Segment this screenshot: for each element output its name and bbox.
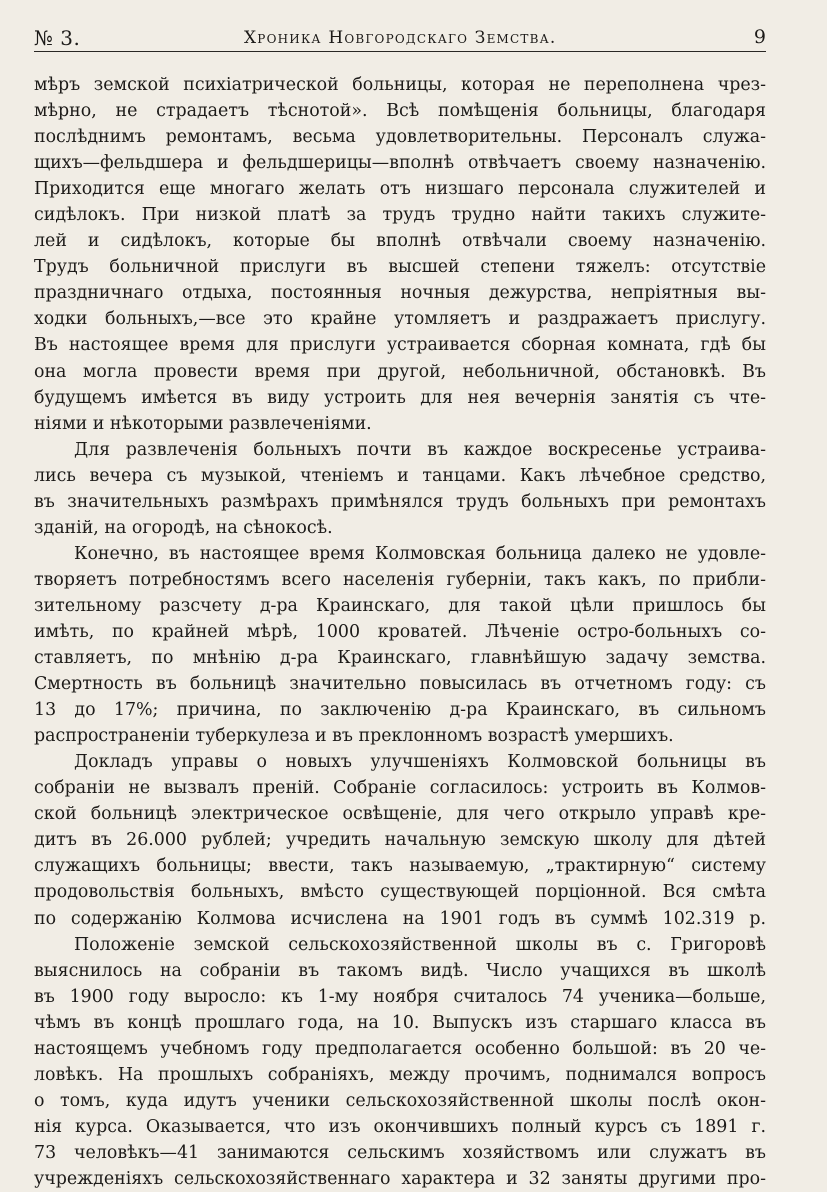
text-line: лей и сидѣлокъ, которые бы вполнѣ отвѣчали своему назначенію. <box>34 231 766 252</box>
text-line: собраніи не вызвалъ преній. Собраніе согласилось: устроить въ Колмов- <box>34 778 766 799</box>
text-line: дитъ въ 26.000 рублей; учредить начальную земскую школу для дѣтей <box>34 830 766 851</box>
text-line: ской больницѣ электрическое освѣщеніе, для чего открыло управѣ кре- <box>34 804 766 825</box>
text-line: имѣть, по крайней мѣрѣ, 1000 кроватей. Лѣченіе остро-больныхъ со- <box>34 621 766 642</box>
text-line: она могла провести время при другой, небольничной, обстановкѣ. Въ <box>34 361 766 382</box>
text-line: Приходится еще многаго желать отъ низшаго персонала служителей и <box>34 179 766 200</box>
text-line: по содержанію Колмова исчислена на 1901 годъ въ суммѣ 102.319 р. <box>34 908 766 929</box>
text-line: въ значительныхъ размѣрахъ примѣнялся трудъ больныхъ при ремонтахъ <box>34 491 766 512</box>
text-line: Смертность въ больницѣ значительно повысилась въ отчетномъ году: съ <box>34 674 766 695</box>
text-line: будущемъ имѣется въ виду устроить для нея вечернія занятія съ чте- <box>34 387 766 408</box>
text-line: въ 1900 году выросло: къ 1-му ноября считалось 74 ученика—больше, <box>34 986 766 1007</box>
text-line: зительному разсчету д-ра Краинскаго, для такой цѣли пришлось бы <box>34 595 766 616</box>
text-line: Докладъ управы о новыхъ улучшеніяхъ Колмовской больницы въ <box>74 752 766 773</box>
text-line: учрежденіяхъ сельскохозяйственнаго характера и 32 заняты другими про- <box>34 1168 766 1189</box>
text-line: Положеніе земской сельскохозяйственной школы въ с. Григоровѣ <box>74 934 766 955</box>
text-line: чѣмъ въ концѣ прошлаго года, на 10. Выпускъ изъ старшаго класса въ <box>34 1012 766 1033</box>
header-rule <box>34 51 766 52</box>
text-line: сидѣлокъ. При низкой платѣ за трудъ трудно найти такихъ служите- <box>34 205 766 226</box>
text-line: мѣрно, не страдаетъ тѣснотой». Всѣ помѣщенія больницы, благодаря <box>34 101 766 122</box>
journal-title: Хроника Новгородскаго Земства. <box>244 28 557 48</box>
text-line: послѣднимъ ремонтамъ, весьма удовлетворительны. Персоналъ служа- <box>34 127 766 148</box>
text-line: выяснилось на собраніи въ такомъ видѣ. Число учащихся въ школѣ <box>34 960 766 981</box>
text-line: творяетъ потребностямъ всего населенія губерніи, такъ какъ, по прибли- <box>34 569 766 590</box>
text-line: нія курса. Оказывается, что изъ окончившихъ полный курсъ съ 1891 г. <box>34 1116 766 1137</box>
text-line: настоящемъ учебномъ году предполагается особенно большой: въ 20 че- <box>34 1038 766 1059</box>
page-number: 9 <box>753 26 766 48</box>
text-line: распространеніи туберкулеза и въ преклонномъ возрастѣ умершихъ. <box>34 726 674 747</box>
text-line: праздничнаго отдыха, постоянныя ночныя дежурства, непріятныя вы- <box>34 283 766 304</box>
text-line: ставляетъ, по мнѣнію д-ра Краинскаго, главнѣйшую задачу земства. <box>34 648 766 669</box>
text-line: ніями и нѣкоторыми развлеченіями. <box>34 413 372 434</box>
text-line: 73 человѣкъ—41 занимаются сельскимъ хозяйствомъ или служатъ въ <box>34 1142 766 1163</box>
text-line: мѣръ земской психіатрической больницы, которая не переполнена чрез- <box>34 75 766 95</box>
text-line: лись вечера съ музыкой, чтеніемъ и танцами. Какъ лѣчебное средство, <box>34 465 766 486</box>
text-line: Трудъ больничной прислуги въ высшей степени тяжелъ: отсутствіе <box>34 257 766 278</box>
text-line: ходки больныхъ,—все это крайне утомляетъ и раздражаетъ прислугу. <box>34 309 766 330</box>
text-line: зданій, на огородѣ, на сѣнокосѣ. <box>34 517 333 538</box>
text-line: щихъ—фельдшера и фельдшерицы—вполнѣ отвѣчаетъ своему назначенію. <box>34 153 766 174</box>
text-line: Для развлеченія больныхъ почти въ каждое воскресенье устраива- <box>74 439 766 460</box>
text-line: ловѣкъ. На прошлыхъ собраніяхъ, между прочимъ, поднимался вопросъ <box>34 1064 766 1085</box>
text-line: продовольствія больныхъ, вмѣсто существующей порціонной. Вся смѣта <box>34 882 766 903</box>
text-line: служащихъ больницы; ввести, такъ называемую, „трактирную“ систему <box>34 856 766 877</box>
body-text <box>34 72 766 1192</box>
text-line: Въ настоящее время для прислуги устраивается сборная комната, гдѣ бы <box>34 335 766 356</box>
text-line: о томъ, куда идутъ ученики сельскохозяйственной школы послѣ окон- <box>34 1090 766 1111</box>
running-header <box>34 26 766 52</box>
text-line: 13 до 17%; причина, по заключенію д-ра Краинскаго, въ сильномъ <box>34 700 766 721</box>
text-line: Конечно, въ настоящее время Колмовская больница далеко не удовле- <box>74 543 766 564</box>
issue-number: № 3. <box>34 26 81 50</box>
